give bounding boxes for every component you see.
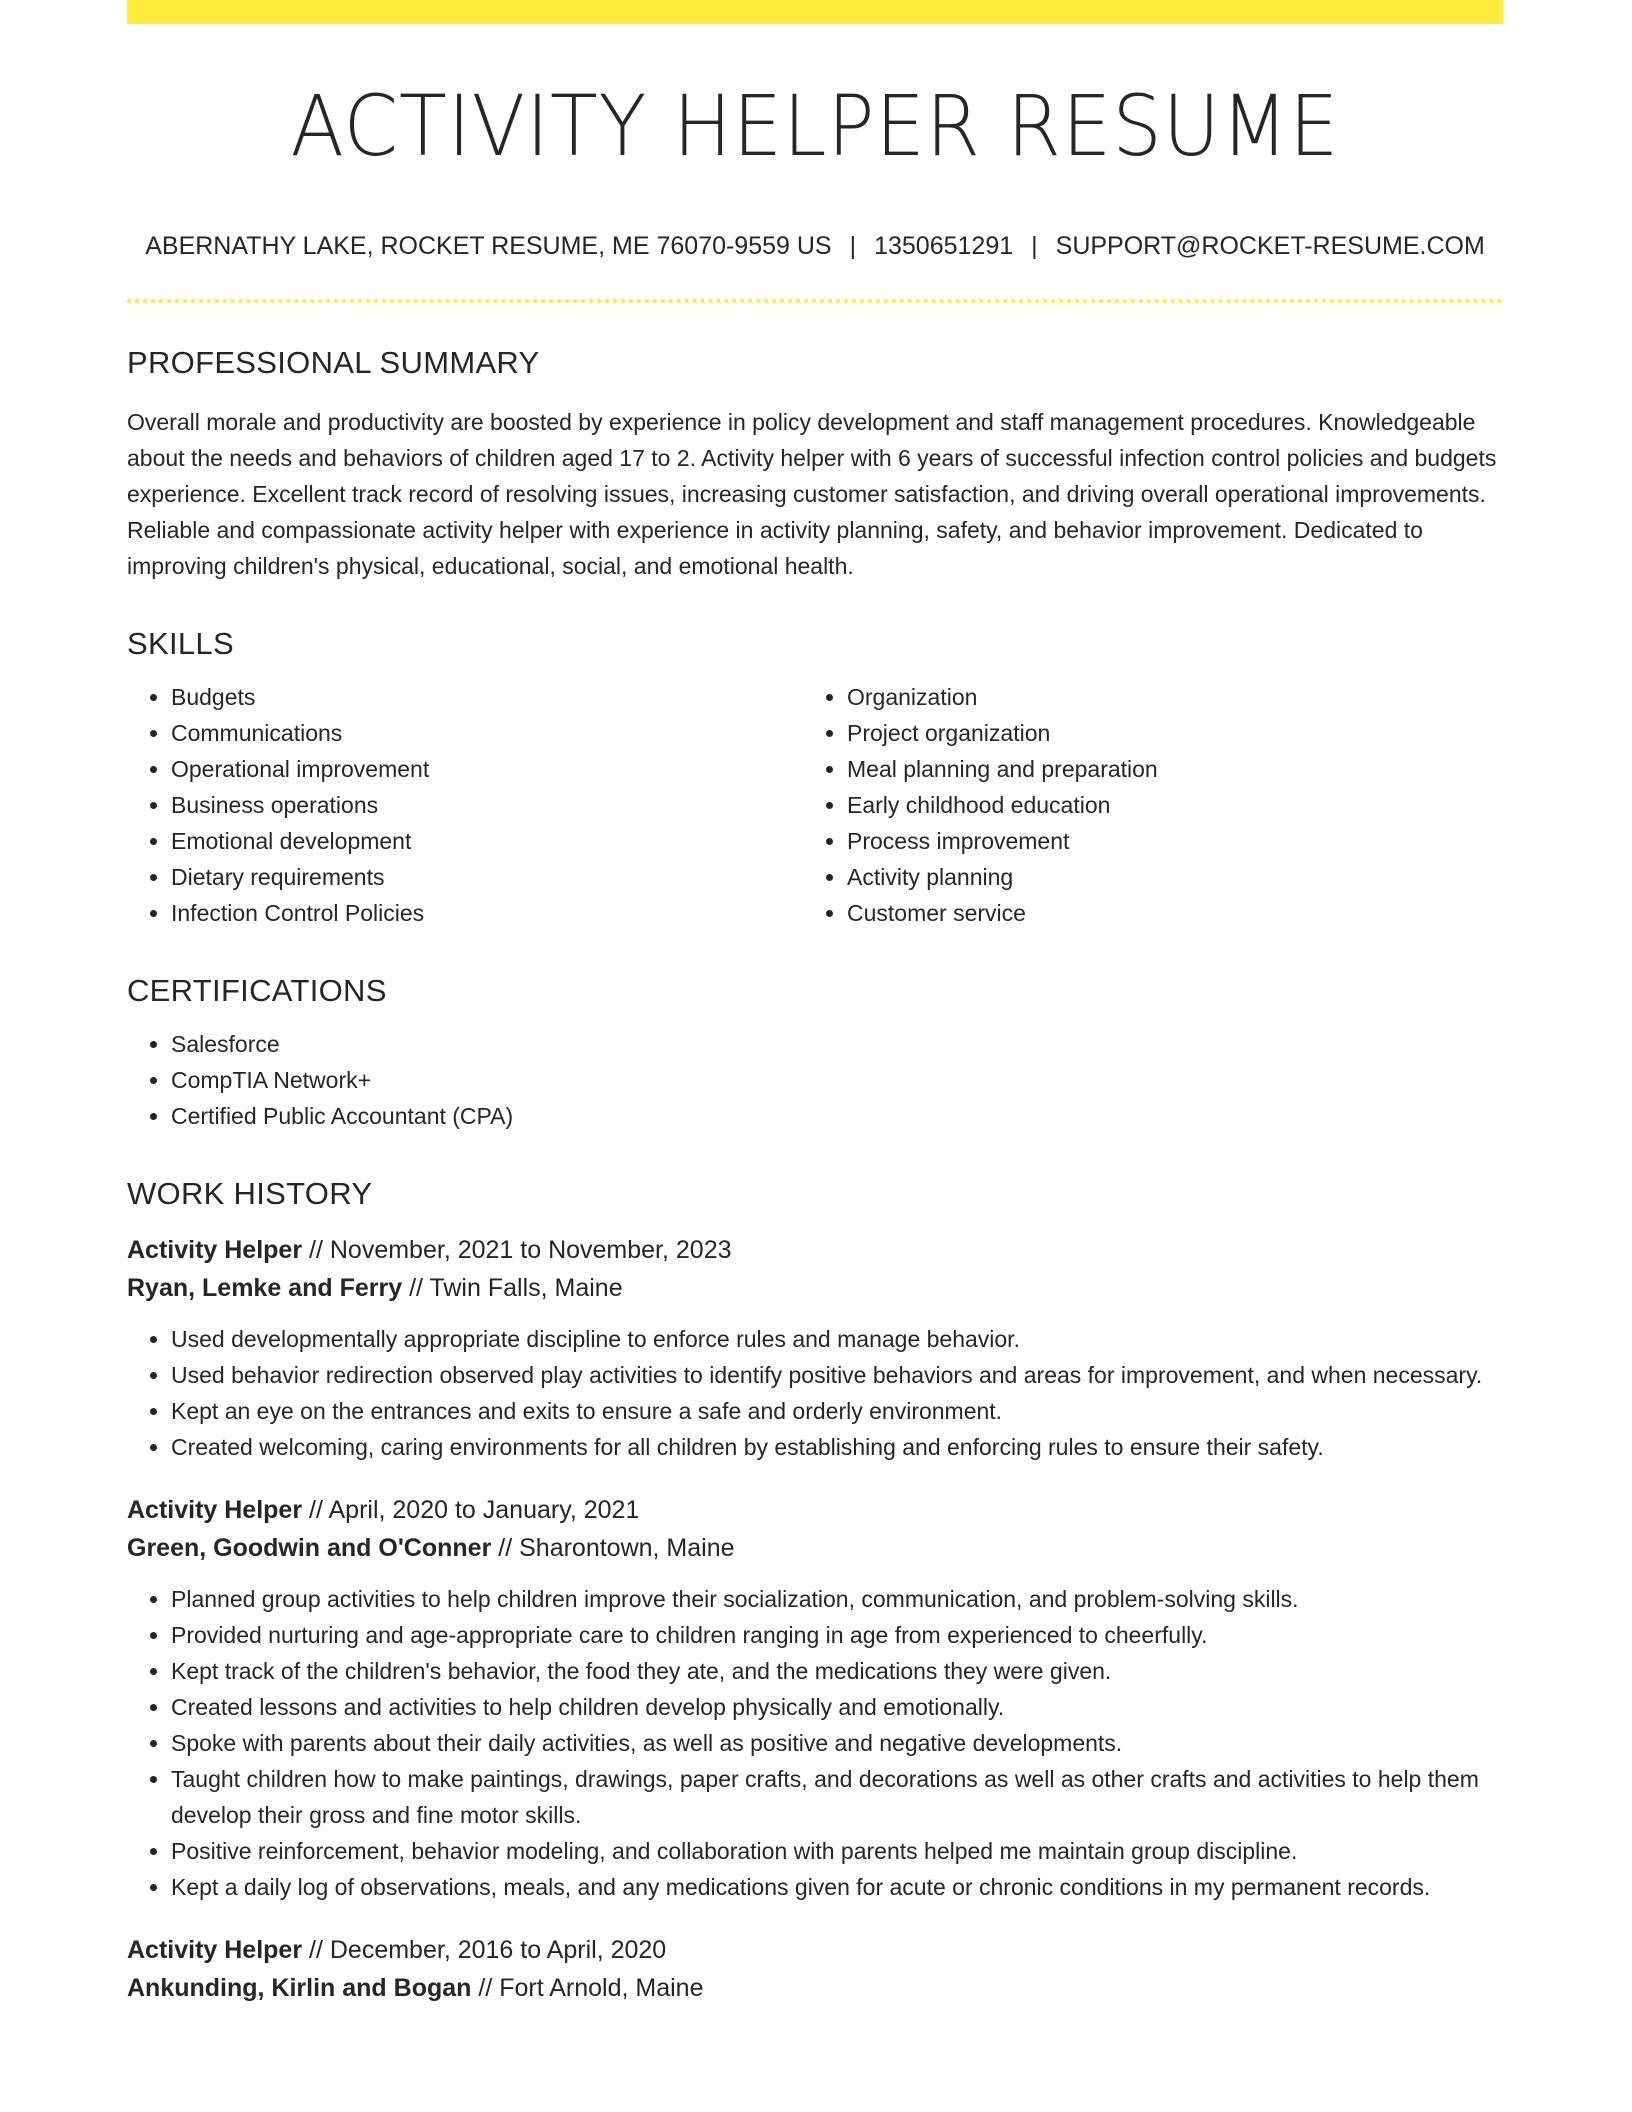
dotted-divider [127,299,1503,303]
job-separator: // [309,1936,323,1964]
job-company: Green, Goodwin and O'Conner [127,1534,492,1562]
certifications-list [127,1026,1503,1134]
skill-item: • Project organization [847,715,1479,751]
job-company-line [127,1529,1503,1567]
certifications-heading: CERTIFICATIONS [127,973,387,1008]
job-entry [127,1931,1503,2007]
job-bullets [127,1581,1503,1905]
job-bullet: • Provided nurturing and age-appropriate care to children ranging in age from experienced to cheerfully. [171,1617,1503,1653]
job-title-line [127,1231,1503,1269]
skills-heading: SKILLS [127,626,234,661]
skill-item: • Organization [847,679,1479,715]
summary-heading: PROFESSIONAL SUMMARY [127,345,540,380]
skills-list-left [127,679,803,931]
skills-columns [127,679,1503,931]
job-separator: // [478,1974,493,2002]
skill-item: • Communications [171,715,803,751]
skill-item: • Business operations [171,787,803,823]
job-separator: // [409,1274,423,1302]
job-title-line [127,1491,1503,1529]
skills-section [127,628,1503,931]
jobs-container [127,1231,1503,2007]
skill-item: • Dietary requirements [171,859,803,895]
contact-phone: 1350651291 [874,232,1014,260]
contact-email: SUPPORT@ROCKET-RESUME.COM [1055,232,1485,260]
job-entry [127,1491,1503,1905]
summary-section [127,347,1503,584]
skill-item: • Infection Control Policies [171,895,803,931]
contact-separator: | [1031,232,1038,260]
skills-list-right [803,679,1479,931]
job-company-line [127,1269,1503,1307]
job-bullet: • Created welcoming, caring environments for all children by establishing and enforcing rules to ensure their safety. [171,1429,1503,1465]
work-history-section [127,1178,1503,2007]
job-bullet: • Kept a daily log of observations, meals, and any medications given for acute or chronic conditions in my permanent records. [171,1869,1503,1905]
job-dates: April, 2020 to January, 2021 [328,1496,640,1524]
skill-item: • Meal planning and preparation [847,751,1479,787]
certification-item: • CompTIA Network+ [171,1062,1503,1098]
job-bullets [127,1321,1503,1465]
job-location: Sharontown, Maine [519,1534,735,1562]
job-dates: December, 2016 to April, 2020 [329,1936,667,1964]
skill-item: • Process improvement [847,823,1479,859]
job-title: Activity Helper [127,1236,303,1264]
resume-title: ACTIVITY HELPER RESUME [290,77,1340,175]
job-separator: // [309,1496,323,1524]
job-company-line [127,1969,1503,2007]
job-company: Ryan, Lemke and Ferry [127,1274,403,1302]
certifications-section [127,975,1503,1134]
job-title-line [127,1931,1503,1969]
job-location: Twin Falls, Maine [429,1274,623,1302]
skill-item: • Emotional development [171,823,803,859]
accent-top-bar [127,0,1503,24]
job-bullet: • Kept track of the children's behavior, the food they ate, and the medications they were given. [171,1653,1503,1689]
job-dates: November, 2021 to November, 2023 [329,1236,732,1264]
contact-address: ABERNATHY LAKE, ROCKET RESUME, ME 76070-9559 US [145,232,832,260]
work-history-heading: WORK HISTORY [127,1176,373,1211]
job-title: Activity Helper [127,1936,303,1964]
job-bullet: • Spoke with parents about their daily activities, as well as positive and negative developments. [171,1725,1503,1761]
job-title: Activity Helper [127,1496,303,1524]
job-separator: // [498,1534,513,1562]
job-bullet: • Taught children how to make paintings, drawings, paper crafts, and decorations as well as other crafts and activities to help them develop their gross and fine motor skills. [171,1761,1503,1833]
skill-item: • Activity planning [847,859,1479,895]
summary-text: Overall morale and productivity are boosted by experience in policy development and staff management procedures. Knowledgeable about the needs and behaviors of children aged 17 to 2. Activity helper with 6 years of successful infection control policies and budgets experience. Excellent track record of resolving issues, increasing customer satisfaction, and driving overall operational improvements. Reliable and compassionate activity helper with experience in activity planning, safety, and behavior improvement. Dedicated to improving children's physical, educational, social, and emotional health. [127,409,1497,579]
job-entry [127,1231,1503,1465]
skill-item: • Budgets [171,679,803,715]
job-bullet: • Kept an eye on the entrances and exits to ensure a safe and orderly environment. [171,1393,1503,1429]
job-company: Ankunding, Kirlin and Bogan [127,1974,472,2002]
skill-item: • Operational improvement [171,751,803,787]
job-location: Fort Arnold, Maine [499,1974,704,2002]
certification-item: • Salesforce [171,1026,1503,1062]
skill-item: • Customer service [847,895,1479,931]
contact-separator: | [849,232,857,260]
certification-item: • Certified Public Accountant (CPA) [171,1098,1503,1134]
job-bullet: • Positive reinforcement, behavior modeling, and collaboration with parents helped me maintain group discipline. [171,1833,1503,1869]
job-bullet: • Used behavior redirection observed play activities to identify positive behaviors and areas for improvement, and when necessary. [171,1357,1503,1393]
job-bullet: • Created lessons and activities to help children develop physically and emotionally. [171,1689,1503,1725]
job-bullet: • Planned group activities to help children improve their socialization, communication, and problem-solving skills. [171,1581,1503,1617]
contact-line [127,234,1503,259]
job-bullet: • Used developmentally appropriate discipline to enforce rules and manage behavior. [171,1321,1503,1357]
job-separator: // [309,1236,323,1264]
resume-page [127,0,1503,2007]
skill-item: • Early childhood education [847,787,1479,823]
